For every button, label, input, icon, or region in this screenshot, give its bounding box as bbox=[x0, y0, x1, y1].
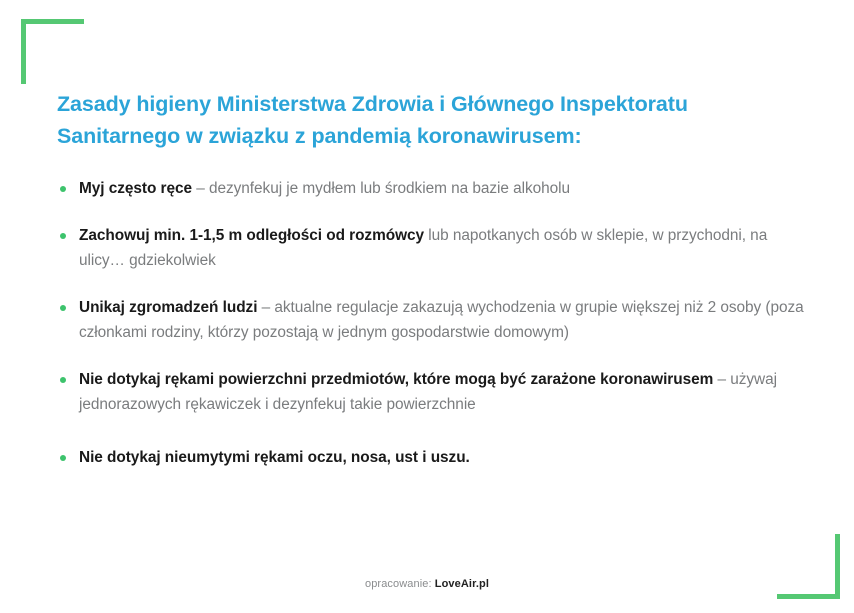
bullet-dot-icon bbox=[60, 233, 66, 239]
hygiene-rules-list bbox=[56, 176, 816, 470]
rule-highlight: Myj często ręce bbox=[79, 180, 193, 197]
rule-detail: – aktualne regulacje zakazują wychodzenia w grupie większej niż 2 osoby (poza członkami rodziny, którzy pozostają w jednym gospodarstwie domowym) bbox=[79, 298, 804, 341]
list-item bbox=[56, 223, 816, 274]
page-title bbox=[57, 88, 797, 152]
rule-detail: – używaj jednorazowych rękawiczek i dezynfekuj takie powierzchnie bbox=[79, 370, 777, 413]
bullet-dot-icon bbox=[60, 455, 66, 461]
rule-highlight: Nie dotykaj rękami powierzchni przedmiotów, które mogą być zarażone koronawirusem bbox=[79, 370, 714, 388]
rule-detail: – dezynfekuj je mydłem lub środkiem na bazie alkoholu bbox=[192, 180, 571, 197]
rule-highlight: Zachowuj min. 1-1,5 m odległości od rozmówcy bbox=[79, 226, 425, 244]
bullet-dot-icon bbox=[60, 377, 66, 383]
credit-prefix: opracowanie: bbox=[365, 578, 435, 590]
bullet-dot-icon bbox=[60, 305, 66, 311]
list-item bbox=[56, 295, 816, 346]
credit-line bbox=[0, 578, 854, 590]
credit-brand: LoveAir.pl bbox=[434, 578, 489, 590]
rule-detail: lub napotkanych osób w sklepie, w przychodni, na ulicy… gdziekolwiek bbox=[79, 226, 768, 269]
page-title-line-1: Zasady higieny Ministerstwa Zdrowia i Głównego Inspektoratu bbox=[57, 92, 688, 117]
bullet-dot-icon bbox=[60, 186, 66, 192]
list-item bbox=[56, 445, 816, 471]
page-title-line-2: Sanitarnego w związku z pandemią koronawirusem: bbox=[57, 124, 582, 149]
corner-bracket-top-left bbox=[21, 19, 84, 84]
list-item bbox=[56, 176, 816, 202]
rule-highlight: Unikaj zgromadzeń ludzi bbox=[79, 298, 258, 316]
rule-highlight: Nie dotykaj nieumytymi rękami oczu, nosa, ust i uszu. bbox=[79, 448, 470, 466]
list-item bbox=[56, 367, 816, 418]
